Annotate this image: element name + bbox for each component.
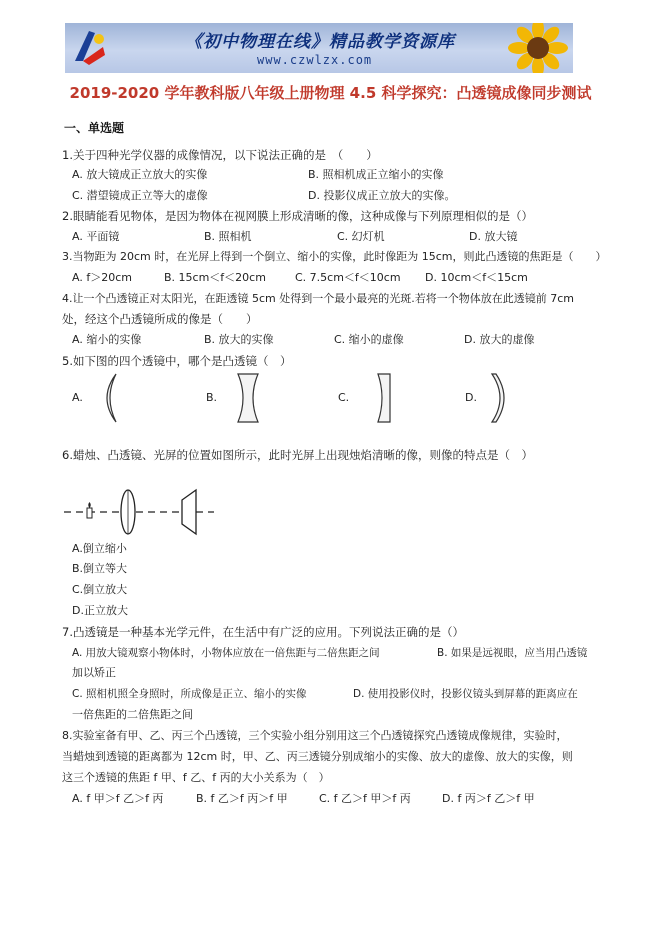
question-1-option-d[interactable]: D. 投影仪成正立放大的实像。 — [308, 189, 456, 202]
banner-title: 《初中物理在线》精品教学资源库 — [185, 32, 455, 52]
question-4-text-line-1: 4.让一个凸透镜正对太阳光，在距透镜 5cm 处得到一个最小最亮的光斑.若将一个物体放在此透镜前 7cm — [62, 292, 575, 305]
question-8-text-line-3: 这三个透镜的焦距 f 甲、f 乙、f 丙的大小关系为（ ） — [62, 771, 330, 784]
question-2-option-c[interactable]: C. 幻灯机 — [337, 230, 385, 243]
question-5-option-d[interactable]: D. — [465, 391, 477, 404]
question-4-option-d[interactable]: D. 放大的虚像 — [464, 333, 535, 346]
question-4-option-b[interactable]: B. 放大的实像 — [204, 333, 274, 346]
question-4-option-c[interactable]: C. 缩小的虚像 — [334, 333, 404, 346]
question-8-option-b[interactable]: B. f 乙＞f 丙＞f 甲 — [196, 792, 288, 805]
question-3-option-b[interactable]: B. 15cm＜f＜20cm — [164, 271, 266, 284]
lens-c-icon — [370, 372, 398, 424]
question-6-option-c[interactable]: C.倒立放大 — [72, 583, 128, 596]
question-7-text: 7.凸透镜是一种基本光学元件，在生活中有广泛的应用。下列说法正确的是（） — [62, 625, 464, 639]
question-1-text: 1.关于四种光学仪器的成像情况，以下说法正确的是 （ ） — [62, 148, 378, 162]
question-8-text-line-2: 当蜡烛到透镜的距离都为 12cm 时，甲、乙、丙三透镜分别成缩小的实像、放大的虚像、放大的实像，则 — [62, 750, 573, 763]
question-1-option-a[interactable]: A. 放大镜成正立放大的实像 — [72, 168, 208, 181]
publisher-logo-icon — [69, 27, 111, 69]
question-2-text: 2.眼睛能看见物体，是因为物体在视网膜上形成清晰的像，这种成像与下列原理相似的是（） — [62, 209, 533, 223]
question-8-option-a[interactable]: A. f 甲＞f 乙＞f 丙 — [72, 792, 164, 805]
question-5-option-b[interactable]: B. — [206, 391, 218, 404]
sunflower-icon — [501, 23, 573, 73]
light-screen-icon — [182, 490, 196, 534]
question-6-option-d[interactable]: D.正立放大 — [72, 604, 128, 617]
document-title: 2019-2020 学年教科版八年级上册物理 4.5 科学探究：凸透镜成像同步测试 — [69, 84, 592, 102]
question-3-text: 3.当物距为 20cm 时，在光屏上得到一个倒立、缩小的实像，此时像距为 15cm，则此凸透镜的焦距是（ ） — [62, 250, 607, 263]
question-4-text-line-2: 处，经这个凸透镜所成的像是（ ） — [62, 312, 258, 326]
question-6-text: 6.蜡烛、凸透镜、光屏的位置如图所示，此时光屏上出现烛焰清晰的像，则像的特点是（ ） — [62, 448, 533, 462]
question-8-option-c[interactable]: C. f 乙＞f 甲＞f 丙 — [319, 792, 411, 805]
question-3-option-a[interactable]: A. f＞20cm — [72, 271, 132, 284]
optical-bench-diagram — [64, 486, 214, 538]
question-1-option-b[interactable]: B. 照相机成正立缩小的实像 — [308, 168, 444, 181]
question-7-option-c[interactable]: C. 照相机照全身照时，所成像是正立、缩小的实像 — [72, 688, 307, 700]
question-5-text: 5.如下图的四个透镜中，哪个是凸透镜（ ） — [62, 354, 292, 368]
candle-icon — [87, 508, 92, 518]
question-5-option-a[interactable]: A. — [72, 391, 83, 404]
question-7-option-d-cont: 一倍焦距的二倍焦距之间 — [72, 708, 193, 721]
question-1-option-c[interactable]: C. 潜望镜成正立等大的虚像 — [72, 189, 208, 202]
question-7-option-d[interactable]: D. 使用投影仪时，投影仪镜头到屏幕的距离应在 — [353, 688, 578, 700]
question-7-option-b[interactable]: B. 如果是远视眼，应当用凸透镜 — [437, 647, 588, 659]
question-6-option-b[interactable]: B.倒立等大 — [72, 562, 128, 575]
lens-d-icon — [486, 372, 514, 424]
question-8-text-line-1: 8.实验室备有甲、乙、丙三个凸透镜，三个实验小组分别用这三个凸透镜探究凸透镜成像规律，实验时， — [62, 729, 568, 742]
question-3-option-d[interactable]: D. 10cm＜f＜15cm — [425, 271, 528, 284]
question-7-option-a[interactable]: A. 用放大镜观察小物体时，小物体应放在一倍焦距与二倍焦距之间 — [72, 647, 380, 659]
question-6-option-a[interactable]: A.倒立缩小 — [72, 542, 127, 555]
question-7-option-b-cont: 加以矫正 — [72, 666, 116, 679]
question-2-option-d[interactable]: D. 放大镜 — [469, 230, 518, 243]
question-5-option-c[interactable]: C. — [338, 391, 350, 404]
question-2-option-a[interactable]: A. 平面镜 — [72, 230, 120, 243]
lens-a-icon — [96, 372, 124, 424]
question-4-option-a[interactable]: A. 缩小的实像 — [72, 333, 142, 346]
question-8-option-d[interactable]: D. f 丙＞f 乙＞f 甲 — [442, 792, 535, 805]
banner-url: www.czwlzx.com — [257, 53, 373, 67]
header-banner — [65, 23, 573, 73]
question-3-option-c[interactable]: C. 7.5cm＜f＜10cm — [295, 271, 401, 284]
lens-b-icon — [234, 372, 262, 424]
question-2-option-b[interactable]: B. 照相机 — [204, 230, 252, 243]
section-heading: 一、单选题 — [64, 121, 125, 135]
